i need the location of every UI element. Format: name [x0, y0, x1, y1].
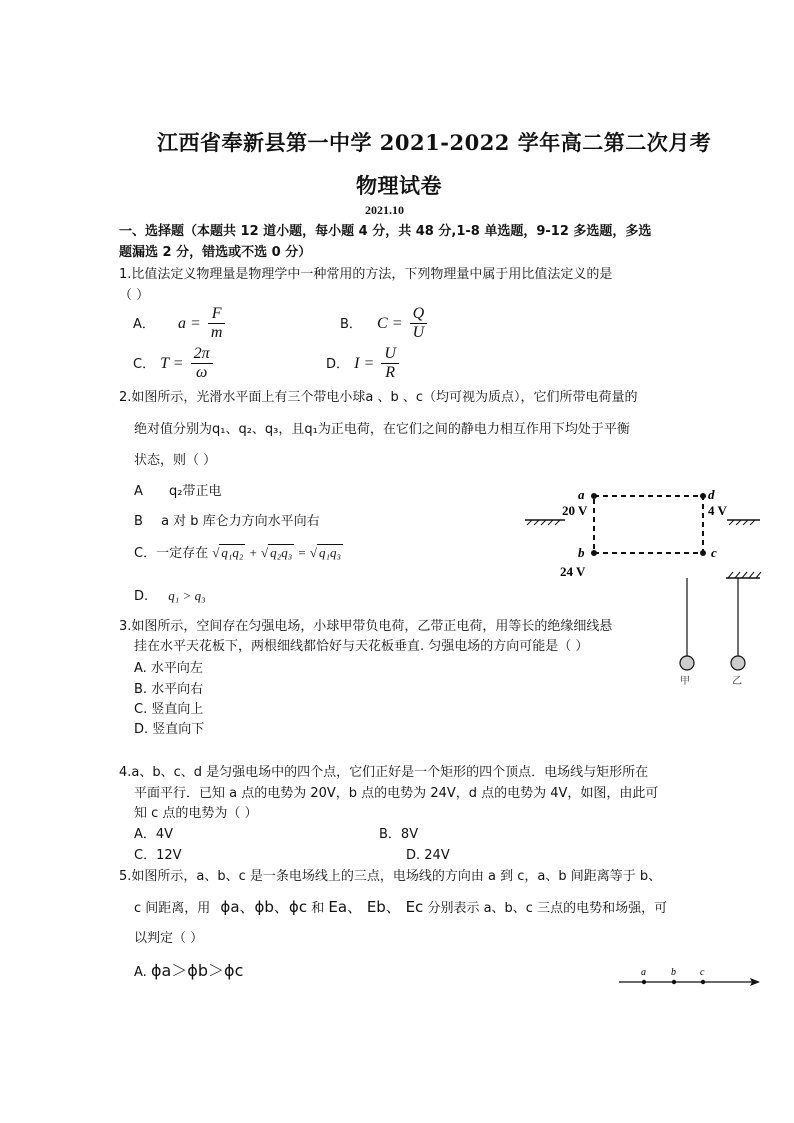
q2-option-b-label: B — [134, 514, 143, 529]
q2-option-d[interactable] — [134, 586, 206, 606]
q4-option-c[interactable]: C．12V — [134, 848, 182, 863]
q2-option-c-term1: q₁q₂ — [221, 545, 244, 560]
q4-stem-line2: 平面平行．已知 a 点的电势为 20V，b 点的电势为 24V，d 点的电势为 4V，如图，由此可 — [134, 786, 659, 801]
q3-ball-yi — [731, 656, 745, 670]
q3-option-c[interactable]: C. 竖直向上 — [134, 702, 204, 717]
q5-stem-line1: 5.如图所示，a、b、c 是一条电场线上的三点，电场线的方向由 a 到 c，a、b 间距离等于 b、 — [119, 869, 662, 884]
q4-label-c: c — [711, 545, 717, 560]
q2-option-c-term2: q₂q₃ — [270, 545, 293, 560]
q5-label-c: c — [700, 967, 705, 978]
q1-option-c-num: 2π — [191, 345, 213, 364]
q2-option-b-text: a 对 b 库仑力方向水平向右 — [161, 514, 320, 529]
q2-option-d-text: q₁ > q₃ — [168, 588, 206, 603]
q4-stem-line3: 知 c 点的电势为（ ） — [134, 806, 258, 821]
q4-label-d-volt: 4 V — [708, 503, 727, 518]
q2-option-a-text: q₂带正电 — [169, 484, 222, 499]
q1-option-d[interactable] — [326, 345, 401, 382]
q4-point-d — [700, 493, 706, 499]
q1-option-d-num: U — [381, 345, 399, 364]
q4-label-a-volt: 20 V — [562, 503, 588, 518]
q3-ball-jia — [680, 656, 694, 670]
q1-option-b[interactable] — [340, 305, 429, 342]
q5-stem-line2-e: Ea、 Eb、 Ec — [328, 898, 424, 916]
q1-option-d-lhs: I = — [354, 355, 375, 372]
q1-option-d-label: D． — [326, 357, 350, 372]
q1-option-d-den: R — [385, 364, 395, 381]
q4-label-b: b — [578, 545, 585, 560]
q5-label-b: b — [671, 967, 676, 978]
q1-stem-line2: （ ） — [119, 288, 150, 303]
q5-stem-line2 — [134, 898, 667, 918]
q3-stem-line1: 3.如图所示，空间存在匀强电场，小球甲带负电荷，乙带正电荷，用等长的绝缘细线悬 — [119, 619, 613, 634]
q2-stem-line3: 状态，则（ ） — [134, 453, 217, 468]
q1-option-b-den: U — [412, 324, 425, 341]
q2-option-a-label: A — [134, 484, 143, 499]
section-heading-line1: 一、选择题（本题共 12 道小题，每小题 4 分，共 48 分,1-8 单选题，9-12 多选题，多选 — [119, 224, 652, 239]
q5-point-c — [701, 980, 705, 984]
q5-point-b — [672, 980, 676, 984]
q3-ball-jia-label: 甲 — [680, 676, 690, 687]
exam-subtitle: 物理试卷 — [356, 173, 442, 198]
q1-option-b-label: B． — [340, 317, 362, 332]
q2-stem-line1: 2.如图所示，光滑水平面上有三个带电小球a 、b 、c（均可视为质点），它们所带电荷量的 — [119, 390, 638, 405]
q4-option-a[interactable]: A．4V — [134, 827, 174, 842]
q5-stem-line2-phi: ϕa、ϕb、ϕc — [220, 898, 308, 916]
q3-pendulum-figure — [670, 566, 770, 688]
q1-option-a-num: F — [208, 305, 226, 324]
q5-option-a[interactable] — [134, 961, 243, 982]
q5-option-a-expr: ϕa＞ϕb＞ϕc — [150, 961, 244, 980]
q3-option-d[interactable]: D. 竖直向下 — [134, 722, 205, 737]
q5-label-a: a — [641, 967, 646, 978]
q2-option-b[interactable] — [134, 512, 320, 531]
q2-option-c-plus: + — [249, 545, 257, 560]
q2-option-c[interactable]: C．一定存在 √ q₁q₂ + √ q₂q₃ = √ q₁q₃ — [134, 545, 342, 561]
q1-option-a-label: A． — [133, 317, 155, 332]
q1-option-b-num: Q — [410, 305, 428, 324]
q1-option-a-lhs: a = — [178, 315, 201, 332]
q3-stem-line2: 挂在水平天花板下，两根细线都恰好与天花板垂直. 匀强电场的方向可能是（ ） — [134, 639, 589, 654]
q2-option-c-term3: q₁q₃ — [318, 545, 342, 560]
q1-option-a-den: m — [210, 324, 223, 341]
q2-option-c-text: C．一定存在 — [134, 546, 209, 561]
q1-option-c-label: C． — [133, 357, 156, 372]
q5-stem-line3: 以判定（ ） — [134, 931, 204, 946]
q4-label-a: a — [578, 487, 585, 502]
q5-option-a-label: A. — [134, 965, 147, 980]
q1-option-c-lhs: T = — [160, 355, 184, 372]
q5-point-a — [642, 980, 646, 984]
q4-option-b[interactable]: B．8V — [379, 827, 419, 842]
exam-date: 2021.10 — [365, 203, 404, 217]
q4-label-d: d — [708, 487, 715, 502]
q2-option-c-eq: = — [298, 545, 306, 560]
q1-option-a[interactable] — [133, 305, 227, 342]
q1-option-b-lhs: C = — [377, 315, 403, 332]
q4-point-c — [700, 550, 706, 556]
q5-field-line-figure — [617, 966, 762, 990]
q1-option-c-den: ω — [196, 364, 208, 381]
q2-option-d-label: D. — [134, 589, 149, 604]
section-heading-line2: 题漏选 2 分，错选或不选 0 分） — [119, 245, 312, 260]
q5-stem-line2-post: 分别表示 a、b、c 三点的电势和场强，可 — [427, 901, 668, 916]
q2-option-a[interactable] — [134, 482, 222, 501]
q3-option-b[interactable]: B. 水平向右 — [134, 682, 204, 697]
q1-stem-line1: 1.比值法定义物理量是物理学中一种常用的方法，下列物理量中属于用比值法定义的是 — [119, 267, 613, 282]
q3-option-a[interactable]: A. 水平向左 — [134, 661, 203, 676]
q5-stem-line2-pre: c 间距离，用 — [134, 901, 211, 916]
q4-point-b — [591, 550, 597, 556]
q5-stem-line2-mid: 和 — [311, 901, 325, 916]
q2-stem-line2: 绝对值分别为q₁、q₂、q₃，且q₁为正电荷，在它们之间的静电力相互作用下均处于平衡 — [134, 422, 630, 437]
q3-ball-yi-label: 乙 — [732, 676, 742, 687]
q4-point-a — [591, 493, 597, 499]
q4-label-b-volt: 24 V — [560, 564, 586, 579]
q4-option-d[interactable]: D. 24V — [406, 848, 450, 863]
exam-title: 江西省奉新县第一中学 2021-2022 学年高二第二次月考 — [157, 130, 712, 155]
q4-stem-line1: 4.a、b、c、d 是匀强电场中的四个点，它们正好是一个矩形的四个顶点．电场线与矩形所在 — [119, 765, 649, 780]
q1-option-c[interactable] — [133, 345, 215, 382]
